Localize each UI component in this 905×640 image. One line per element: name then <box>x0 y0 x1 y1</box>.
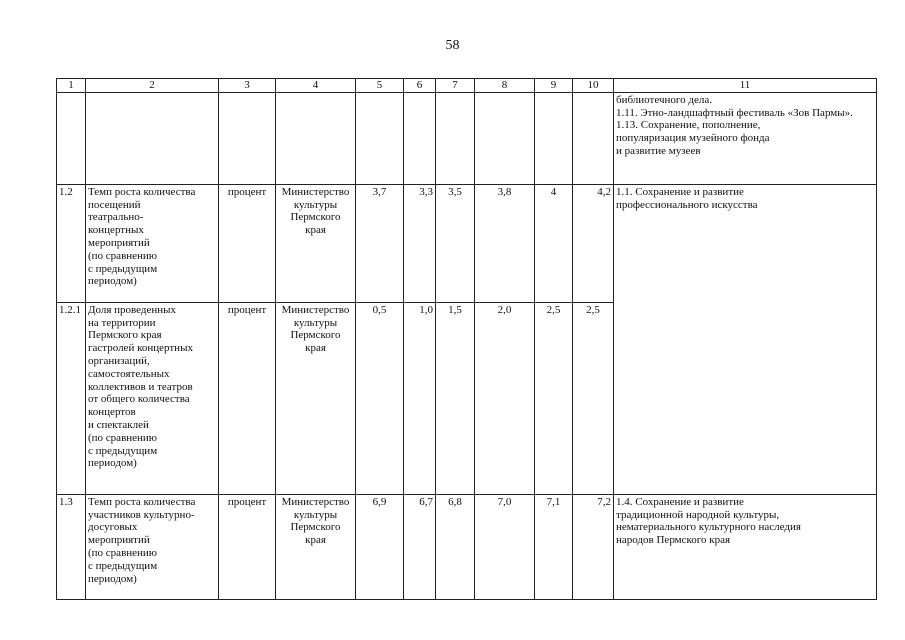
column-header: 11 <box>614 79 877 93</box>
row-number: 1.2.1 <box>57 302 86 494</box>
indicator-description: Темп роста количества посещений театрально- концертных мероприятий (по сравнению с предыдущим периодом) <box>86 184 219 302</box>
table-cell <box>86 92 219 184</box>
value-cell: 7,1 <box>535 494 573 599</box>
table-cell <box>535 92 573 184</box>
ministry-cell: Министерство культуры Пермского края <box>276 302 356 494</box>
continuation-row <box>57 92 877 184</box>
ministry-cell: Министерство культуры Пермского края <box>276 494 356 599</box>
table-cell <box>475 92 535 184</box>
tasks-cell: 1.4. Сохранение и развитие традиционной народной культуры, нематериального культурного наследия народов Пермского края <box>614 494 877 599</box>
tasks-cell: 1.1. Сохранение и развитие профессионального искусства <box>614 184 877 494</box>
table-row <box>57 494 877 599</box>
value-cell: 2,5 <box>573 302 614 494</box>
row-number: 1.3 <box>57 494 86 599</box>
value-cell: 3,3 <box>404 184 436 302</box>
column-header: 1 <box>57 79 86 93</box>
table-cell <box>276 92 356 184</box>
column-header: 2 <box>86 79 219 93</box>
ministry-cell: Министерство культуры Пермского края <box>276 184 356 302</box>
column-header: 6 <box>404 79 436 93</box>
column-header: 3 <box>219 79 276 93</box>
value-cell: 2,5 <box>535 302 573 494</box>
value-cell: 1,0 <box>404 302 436 494</box>
continuation-text: библиотечного дела. 1.11. Этно-ландшафтный фестиваль «Зов Пармы». 1.13. Сохранение, пополнение, популяризация музейного фонда и развитие музеев <box>614 92 877 184</box>
table-cell <box>573 92 614 184</box>
value-cell: 3,8 <box>475 184 535 302</box>
column-header: 5 <box>356 79 404 93</box>
page-number: 58 <box>445 38 460 53</box>
header-row <box>57 79 877 93</box>
unit-cell: процент <box>219 302 276 494</box>
table-cell <box>219 92 276 184</box>
column-header: 4 <box>276 79 356 93</box>
unit-cell: процент <box>219 184 276 302</box>
value-cell: 4 <box>535 184 573 302</box>
value-cell: 4,2 <box>573 184 614 302</box>
value-cell: 6,8 <box>436 494 475 599</box>
column-header: 9 <box>535 79 573 93</box>
column-header: 10 <box>573 79 614 93</box>
indicators-table <box>56 78 877 600</box>
unit-cell: процент <box>219 494 276 599</box>
table-cell <box>436 92 475 184</box>
value-cell: 3,7 <box>356 184 404 302</box>
row-number: 1.2 <box>57 184 86 302</box>
value-cell: 7,0 <box>475 494 535 599</box>
indicator-description: Темп роста количества участников культурно- досуговых мероприятий (по сравнению с предыдущим периодом) <box>86 494 219 599</box>
table-cell <box>404 92 436 184</box>
value-cell: 7,2 <box>573 494 614 599</box>
table-cell <box>356 92 404 184</box>
table-row <box>57 184 877 302</box>
column-header: 8 <box>475 79 535 93</box>
column-header: 7 <box>436 79 475 93</box>
value-cell: 6,9 <box>356 494 404 599</box>
value-cell: 2,0 <box>475 302 535 494</box>
value-cell: 3,5 <box>436 184 475 302</box>
value-cell: 0,5 <box>356 302 404 494</box>
value-cell: 6,7 <box>404 494 436 599</box>
table-cell <box>57 92 86 184</box>
indicator-description: Доля проведенных на территории Пермского края гастролей концертных организаций, самостоятельных коллективов и театров от общего количества концертов и спектаклей (по сравнению с предыдущим периодом) <box>86 302 219 494</box>
value-cell: 1,5 <box>436 302 475 494</box>
